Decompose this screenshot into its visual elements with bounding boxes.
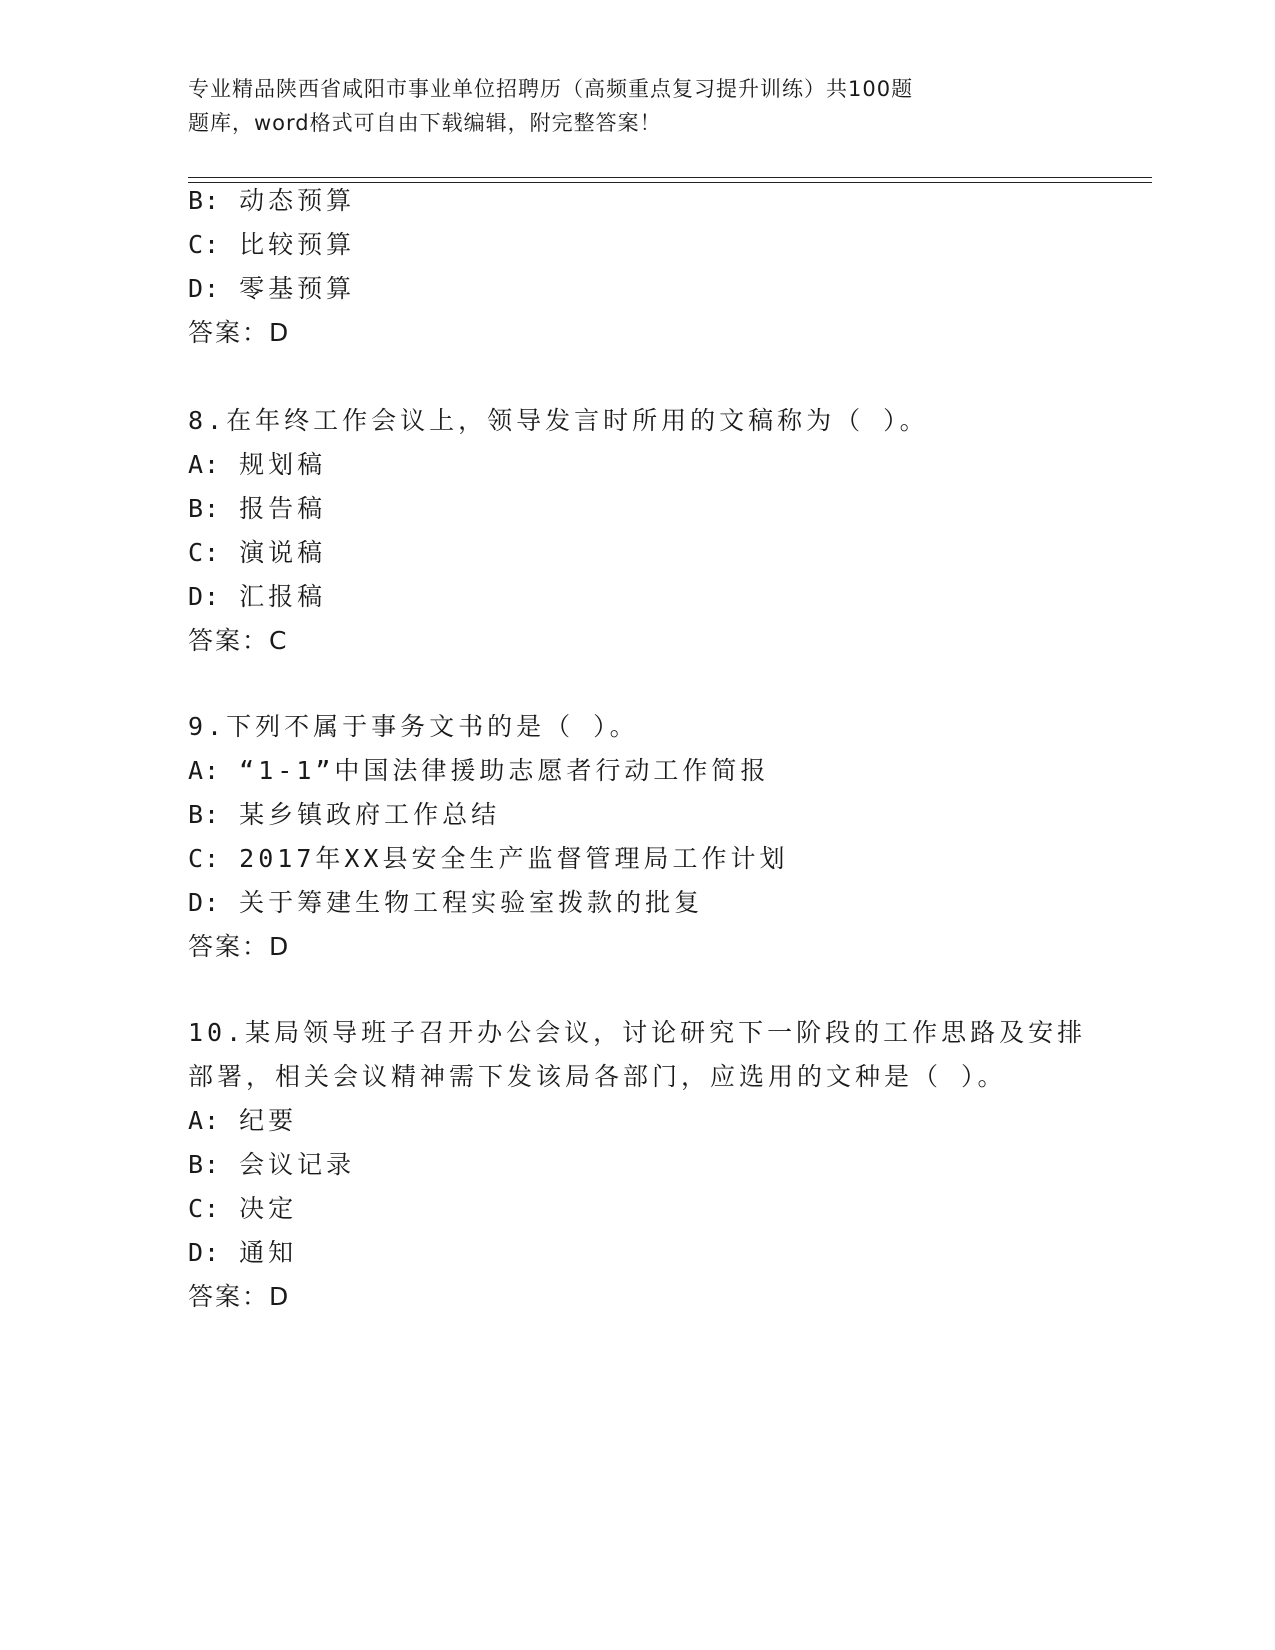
header-divider-bottom [188, 182, 1152, 183]
q8-option-c: C: 演说稿 [188, 538, 327, 567]
q9-answer: 答案：D [188, 932, 291, 961]
q10-question-line-1: 10.某局领导班子召开办公会议，讨论研究下一阶段的工作思路及安排 [188, 1018, 1087, 1047]
q10-answer: 答案：D [188, 1282, 291, 1311]
q10-question-line-2: 部署，相关会议精神需下发该局各部门，应选用的文种是（ ）。 [188, 1062, 1007, 1091]
q8-answer: 答案：C [188, 626, 289, 655]
document-header [188, 72, 1028, 140]
header-line-2: 题库，word格式可自由下载编辑，附完整答案！ [188, 111, 662, 135]
q7-answer: 答案：D [188, 318, 291, 347]
q8-option-a: A: 规划稿 [188, 450, 327, 479]
q7-option-b: B: 动态预算 [188, 186, 356, 215]
header-divider-top [188, 177, 1152, 178]
q9-option-d: D: 关于筹建生物工程实验室拨款的批复 [188, 888, 704, 917]
q9-option-a: A: “1-1”中国法律援助志愿者行动工作简报 [188, 756, 770, 785]
q9-option-c: C: 2017年XX县安全生产监督管理局工作计划 [188, 844, 789, 873]
q10-option-d: D: 通知 [188, 1238, 298, 1267]
q10-option-a: A: 纪要 [188, 1106, 298, 1135]
q8-option-b: B: 报告稿 [188, 494, 327, 523]
q8-question: 8.在年终工作会议上，领导发言时所用的文稿称为（ ）。 [188, 406, 929, 435]
q7-option-c: C: 比较预算 [188, 230, 356, 259]
q8-option-d: D: 汇报稿 [188, 582, 327, 611]
q7-option-d: D: 零基预算 [188, 274, 356, 303]
q9-question: 9.下列不属于事务文书的是（ ）。 [188, 712, 639, 741]
q9-option-b: B: 某乡镇政府工作总结 [188, 800, 501, 829]
q10-option-c: C: 决定 [188, 1194, 298, 1223]
header-line-1: 专业精品陕西省咸阳市事业单位招聘历（高频重点复习提升训练）共100题 [188, 77, 914, 101]
q10-option-b: B: 会议记录 [188, 1150, 356, 1179]
